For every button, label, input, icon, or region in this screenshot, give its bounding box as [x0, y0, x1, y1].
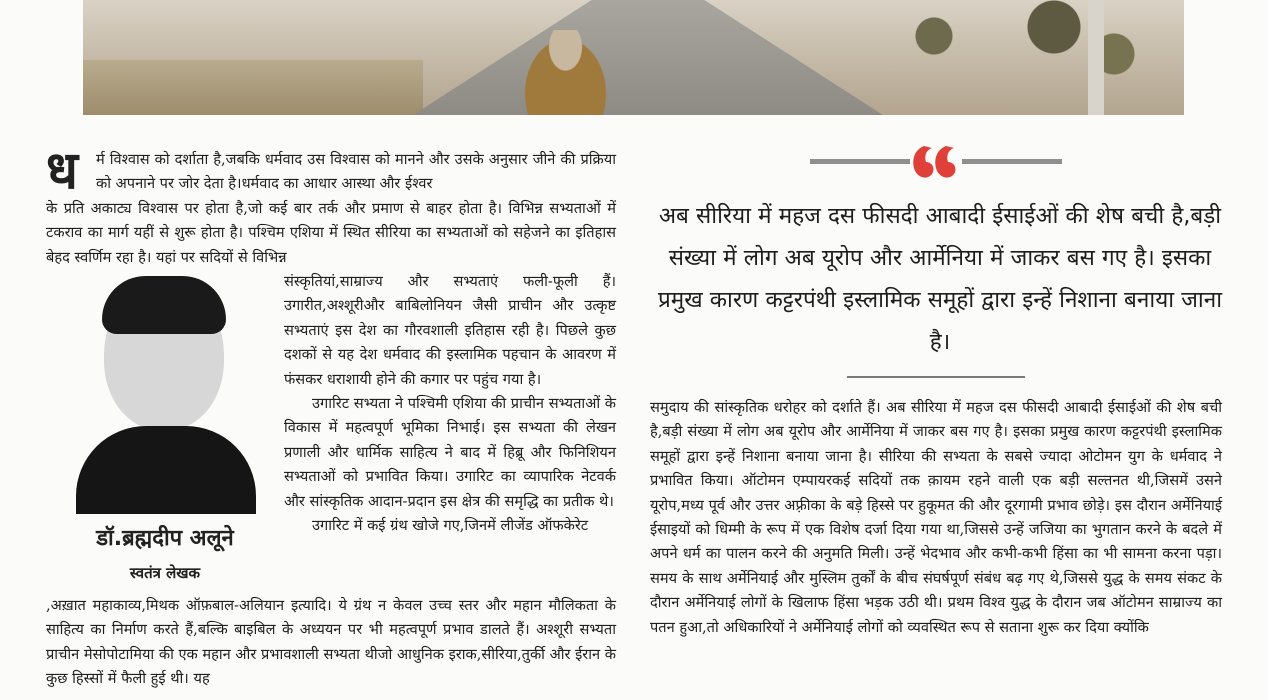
quote-mark-icon [910, 142, 962, 182]
article-wrap-column [284, 270, 616, 538]
article-para2: उगारिट सभ्यता ने पश्चिमी एशिया की प्राचीन सभ्यताओं के विकास में महत्वपूर्ण भूमिका निभाई। इस सभ्यता की लेखन प्रणाली और धार्मिक साहित्य ने बाद में हिब्रू और फिनिशियन सभ्यताओं को प्रभावित किया। उगारिट का व्यापारिक नेटवर्क और सांस्कृतिक आदान-प्रदान इस क्षेत्र की समृद्धि का प्रतीक थे। [284, 395, 616, 510]
photo-pole [1088, 0, 1104, 115]
quote-rule-bottom [847, 376, 1025, 378]
author-shirt [76, 426, 256, 514]
article-para1-start: र्म विश्वास को दर्शाता है,जबकि धर्मवाद उस विश्वास को मानने और उसके अनुसार जीने की प्रक्रिया को अपनाने पर जोर देता है।धर्मवाद का आधार आस्था और ईश्वर [96, 151, 616, 193]
quote-rule-left [810, 159, 910, 164]
author-role: स्वतंत्र लेखक [129, 564, 201, 582]
article-para3-start: उगारिट में कई ग्रंथ खोजे गए,जिनमें लीजेंड ऑफकेरेट [312, 517, 589, 535]
photo-field [83, 60, 423, 115]
drop-cap: ध [46, 140, 78, 201]
quote-rule-right [962, 159, 1062, 164]
article-column-right: समुदाय की सांस्कृतिक धरोहर को दर्शाते हैं। अब सीरिया में महज दस फीसदी आबादी ईसाईओं की शेष बची है,बड़ी संख्या में लोग अब यूरोप और आर्मेनिया में जाकर बस गए है। इसका प्रमुख कारण कट्टरपंथी इस्लामिक समूहों द्वारा इन्हें निशाना बनाया जाना है। सीरिया की सभ्यता के सबसे ज्यादा ओटोमन युग के धर्मवाद ने प्रभावित किया। ऑटोमन एम्पायरकई सदियों तक क़ायम रहने वाली एक बड़ी सल्तनत थी,जिसमें उसने यूरोप,मध्य पूर्व और उत्तर अफ़्रीका के बड़े हिस्से पर हुकूमत की और दूरगामी प्रभाव छोड़े। इस दौरान अर्मेनियाई ईसाइयों को धिम्मी के रूप में एक विशेष दर्जा दिया गया था,जिससे उन्हें जजिया का भुगतान करने के बदले में अपने धर्म का पालन करने की अनुमति मिली। उन्हें भेदभाव और कभी-कभी हिंसा का भी सामना करना पड़ा। समय के साथ अर्मेनियाई और मुस्लिम तुर्कों के बीच संघर्षपूर्ण संबंध बढ़ गए थे,जिससे युद्ध के समय संकट के दौरान अर्मेनियाई लोगों के खिलाफ हिंसा भड़क उठी थी। प्रथम विश्व युद्ध के दौरान जब ऑटोमन साम्राज्य का पतन हुआ,तो अधिकारियों ने अर्मेनियाई लोगों को व्यवस्थित रूप से सताना शुरू कर दिया क्योंकि [650, 399, 1222, 636]
page-edge [1258, 70, 1268, 310]
author-hair [102, 276, 226, 334]
article-para1-wrap: संस्कृतियां,साम्राज्य और सभ्यताएं फली-फूली हैं। उगारीत,अश्शूरीऔर बाबिलोनियन जैसी प्राचीन और उत्कृष्ट सभ्यताएं इस देश का गौरवशाली इतिहास रही है। पिछले कुछ दशकों से यह देश धर्मवाद की इस्लामिक पहचान के आवरण में फंसकर धराशायी होने की कगार पर पहुंच गया है। [284, 273, 616, 388]
article-photo [83, 0, 1184, 115]
article-para3-continued: ,अख़ात महाकाव्य,मिथक ऑफ़बाल-अलियान इत्यादि। ये ग्रंथ न केवल उच्च स्तर और महान मौलिकता के साहित्य का निर्माण करते हैं,बल्कि बाइबिल के अध्ययन पर भी महत्वपूर्ण प्रभाव डालते हैं। अश्शूरी सभ्यता प्राचीन मेसोपोटामिया की एक महान और प्रभावशाली सभ्यता थीजो आधुनिक इराक,सीरिया,तुर्की और ईरान के कुछ हिस्सों में फैली हुई थी। यह [46, 597, 617, 688]
pull-quote: अब सीरिया में महज दस फीसदी आबादी ईसाईओं की शेष बची है,बड़ी संख्या में लोग अब यूरोप और आर्मेनिया में जाकर बस गए है। इसका प्रमुख कारण कट्टरपंथी इस्लामिक समूहों द्वारा इन्हें निशाना बनाया जाना है। [657, 203, 1223, 355]
photo-person [518, 30, 613, 115]
author-name: डॉ.ब्रह्मदीप अलूने [96, 526, 234, 551]
photo-road [413, 0, 883, 115]
author-photo [76, 276, 256, 514]
article-para1-continued: के प्रति अकाट्य विश्वास पर होता है,जो कई बार तर्क और प्रमाण से बाहर होता है। विभिन्न सभ्यताओं में टकराव का मार्ग यहीं से शुरू होता है। पश्चिम एशिया में स्थित सीरिया का सभ्यताओं को सहेजने का इतिहास बेहद स्वर्णिम रहा है। यहां पर सदियों से विभिन्न [46, 200, 616, 266]
